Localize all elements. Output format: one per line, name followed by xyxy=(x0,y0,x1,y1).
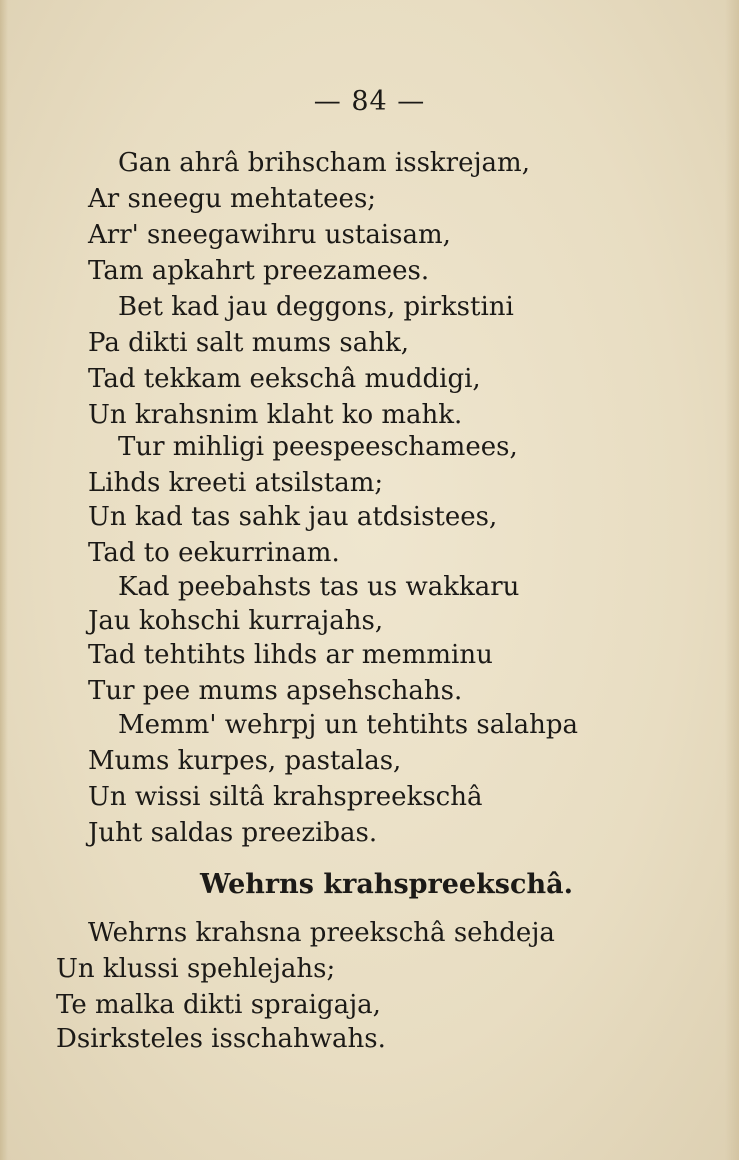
stanza-1-line-4: Tam apkahrt preezamees. xyxy=(88,256,430,286)
stanza-5-line-3: Un wissi siltâ krahspreekschâ xyxy=(88,782,483,812)
stanza-2-line-2: Pa dikti salt mums sahk, xyxy=(88,328,409,358)
stanza-1-line-2: Ar sneegu mehtatees; xyxy=(88,184,377,214)
final-stanza-line-3: Te malka dikti spraigaja, xyxy=(56,990,381,1020)
stanza-3-line-4: Tad to eekurrinam. xyxy=(88,538,340,568)
stanza-4-line-3: Tad tehtihts lihds ar memminu xyxy=(88,640,493,670)
stanza-5-line-2: Mums kurpes, pastalas, xyxy=(88,746,402,776)
stanza-3-line-2: Lihds kreeti atsilstam; xyxy=(88,468,384,498)
stanza-4-line-4: Tur pee mums apsehschahs. xyxy=(88,676,463,706)
stanza-3-line-3: Un kad tas sahk jau atdsistees, xyxy=(88,502,498,532)
section-title: Wehrns krahspreekschâ. xyxy=(200,869,573,900)
stanza-1-line-1: Gan ahrâ brihscham isskrejam, xyxy=(118,148,530,178)
page-right-edge-shadow xyxy=(725,0,739,1160)
final-stanza-line-1: Wehrns krahsna preekschâ sehdeja xyxy=(88,918,555,948)
stanza-1-line-3: Arr' sneegawihru ustaisam, xyxy=(88,220,451,250)
page-number: — 84 — xyxy=(313,86,426,117)
stanza-2-line-3: Tad tekkam eekschâ muddigi, xyxy=(88,364,481,394)
stanza-5-line-1: Memm' wehrpj un tehtihts salahpa xyxy=(118,710,578,740)
final-stanza-line-2: Un klussi spehlejahs; xyxy=(56,954,336,984)
stanza-3-line-1: Tur mihligi peespeeschamees, xyxy=(118,432,518,462)
final-stanza-line-4: Dsirksteles isschahwahs. xyxy=(56,1024,386,1054)
stanza-5-line-4: Juht saldas preezibas. xyxy=(88,818,378,848)
stanza-2-line-1: Bet kad jau deggons, pirkstini xyxy=(118,292,514,322)
stanza-4-line-1: Kad peebahsts tas us wakkaru xyxy=(118,572,520,602)
stanza-2-line-4: Un krahsnim klaht ko mahk. xyxy=(88,400,463,430)
stanza-4-line-2: Jau kohschi kurrajahs, xyxy=(88,606,384,636)
page-left-edge-shadow xyxy=(0,0,8,1160)
